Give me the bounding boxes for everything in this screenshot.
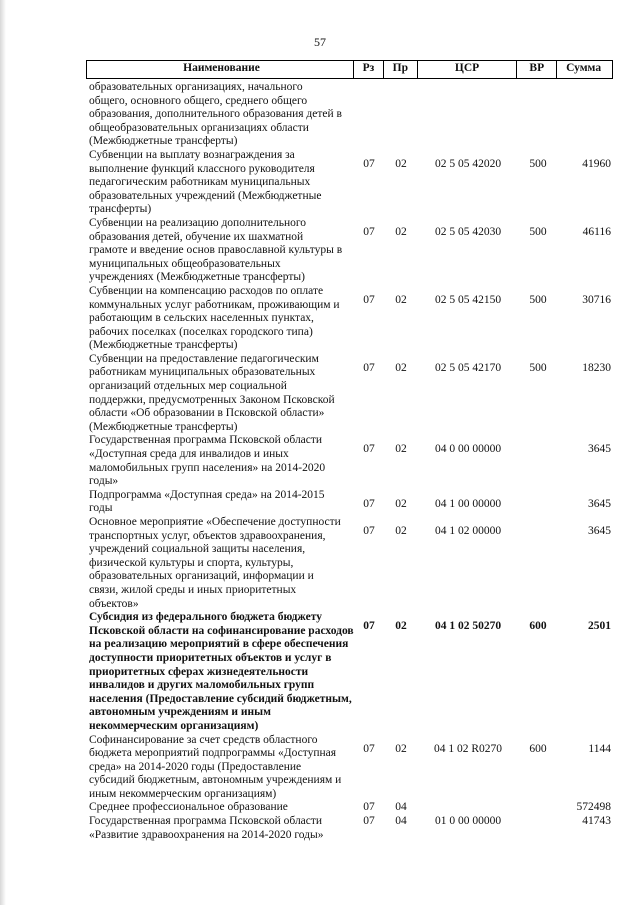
cell-vr: 600 <box>529 620 547 633</box>
cell-pr: 02 <box>395 157 407 170</box>
cell-rz: 07 <box>363 157 375 170</box>
header-sum: Сумма <box>566 62 602 74</box>
cell-sum: 41743 <box>582 815 611 828</box>
cell-vr: 600 <box>529 742 547 755</box>
cell-pr: 02 <box>395 293 407 306</box>
scan-edge-shadow <box>0 0 6 905</box>
cell-name: Субсидия из федерального бюджета бюджету Псковской области на софинансирование расходов на реализацию мероприятий в сфере обеспечения доступности приоритетных объектов и услуг в приоритетных сферах жизнедеятельности инвалидов и других маломобильных групп населения (Предоставление субсидий бюджетным, автономным учреждениям и иным некоммерческим организациям) <box>89 611 354 732</box>
cell-csr <box>418 79 518 149</box>
cell-pr: 04 <box>395 815 407 828</box>
cell-vr <box>518 516 558 611</box>
table-row <box>86 734 613 802</box>
cell-pr: 02 <box>395 225 407 238</box>
header-name: Наименование <box>87 61 354 78</box>
cell-vr <box>518 434 558 488</box>
cell-sum: 30716 <box>582 293 611 306</box>
cell-pr <box>384 79 418 149</box>
table-row <box>86 149 613 217</box>
cell-pr: 02 <box>395 742 407 755</box>
cell-vr <box>518 801 558 815</box>
header-vr: ВР <box>517 61 557 78</box>
table-row <box>86 217 613 285</box>
cell-csr: 04 1 00 00000 <box>434 497 502 510</box>
table-header <box>86 60 613 79</box>
cell-name: Среднее профессиональное образование <box>89 801 288 814</box>
cell-rz: 07 <box>363 815 375 828</box>
table-row <box>86 285 613 353</box>
table-row <box>86 489 613 516</box>
cell-rz: 07 <box>363 742 375 755</box>
cell-csr: 04 0 00 00000 <box>434 443 502 456</box>
cell-rz: 07 <box>363 293 375 306</box>
cell-name: Основное мероприятие «Обеспечение доступности транспортных услуг, объектов здравоохранения, учреждений социальной защиты населения, физической культуры и спорта, культуры, образовательных организаций, информации и связи, жилой среды и иных приоритетных объектов» <box>89 516 341 610</box>
cell-csr: 04 1 02 00000 <box>434 525 502 537</box>
cell-rz: 07 <box>363 361 375 374</box>
cell-rz: 07 <box>363 225 375 238</box>
cell-rz: 07 <box>363 525 375 537</box>
cell-sum: 572498 <box>576 801 611 814</box>
cell-pr: 02 <box>395 443 407 456</box>
cell-sum: 2501 <box>588 620 611 633</box>
cell-name: образовательных организациях, начального общего, основного общего, среднего общего образования, дополнительного образования детей в общеобразовательных организациях области (Межбюджетные трансферты) <box>89 81 342 148</box>
cell-csr: 02 5 05 42170 <box>434 361 502 374</box>
table-row <box>86 801 613 815</box>
table-row <box>86 815 613 842</box>
cell-sum: 3645 <box>588 443 611 456</box>
cell-sum: 1144 <box>588 742 611 755</box>
cell-vr <box>518 489 558 516</box>
cell-name: Государственная программа Псковской области «Развитие здравоохранения на 2014-2020 годы» <box>89 815 324 841</box>
page-number: 57 <box>314 35 326 49</box>
header-csr: ЦСР <box>418 61 518 78</box>
cell-rz: 07 <box>363 801 375 814</box>
cell-pr: 04 <box>395 801 407 814</box>
cell-csr: 02 5 05 42150 <box>434 293 502 306</box>
cell-name: Субвенции на компенсацию расходов по оплате коммунальных услуг работникам, проживающим и работающим в сельских населенных пунктах, рабочих поселках (поселках городского типа) (Межбюджетные трансферты) <box>89 284 340 352</box>
cell-csr: 01 0 00 00000 <box>434 815 502 828</box>
cell-sum: 18230 <box>582 361 611 374</box>
cell-pr: 02 <box>395 525 407 537</box>
cell-vr: 500 <box>529 157 547 170</box>
cell-vr: 500 <box>529 293 547 306</box>
cell-name: Субвенции на выплату вознаграждения за выполнение функций классного руководителя педагогическим работникам муниципальных образовательных учреждений (Межбюджетные трансферты) <box>89 148 322 216</box>
cell-csr <box>418 801 518 815</box>
cell-sum: 3645 <box>588 497 611 510</box>
cell-sum <box>558 79 613 149</box>
table-row <box>86 434 613 488</box>
cell-csr: 02 5 05 42030 <box>434 225 502 238</box>
table-body <box>86 79 613 842</box>
cell-pr: 02 <box>395 361 407 374</box>
budget-table <box>86 60 613 842</box>
cell-name: Подпрограмма «Доступная среда» на 2014-2015 годы <box>89 488 325 515</box>
cell-vr <box>518 79 558 149</box>
cell-sum: 41960 <box>582 157 611 170</box>
cell-name: Субвенции на предоставление педагогическим работникам муниципальных образовательных организаций отдельных мер социальной поддержки, предусмотренных Законом Псковской области «Об образовании в Псковской области» (Межбюджетные трансферты) <box>89 352 335 433</box>
cell-rz: 07 <box>363 443 375 456</box>
cell-csr: 04 1 02 R0270 <box>433 742 503 755</box>
cell-name: Субвенции на реализацию дополнительного образования детей, обучение их шахматной грамоте и введение основ православной культуры в муниципальных общеобразовательных учреждениях (Межбюджетные трансферты) <box>89 216 343 284</box>
cell-vr: 500 <box>529 225 547 238</box>
cell-rz: 07 <box>363 497 375 510</box>
table-row <box>86 353 613 435</box>
cell-rz: 07 <box>363 620 375 633</box>
cell-vr <box>518 815 558 842</box>
table-row <box>86 611 613 733</box>
cell-name: Софинансирование за счет средств областного бюджета мероприятий подпрограммы «Доступная среда» на 2014-2020 годы (Предоставление субсидий бюджетным, автономным учреждениям и иным некоммерческим организациям) <box>89 733 342 800</box>
cell-csr: 02 5 05 42020 <box>434 157 502 170</box>
cell-sum: 46116 <box>582 225 611 238</box>
table-row <box>86 79 613 149</box>
header-rz: Рз <box>354 61 384 78</box>
header-pr: Пр <box>384 61 418 78</box>
cell-csr: 04 1 02 50270 <box>434 620 502 633</box>
cell-pr: 02 <box>395 497 407 510</box>
cell-pr: 02 <box>395 620 407 633</box>
table-row <box>86 516 613 611</box>
cell-rz <box>354 79 384 149</box>
cell-name: Государственная программа Псковской области «Доступная среда для инвалидов и иных маломобильных групп населения» на 2014-2020 годы» <box>89 434 326 488</box>
cell-sum: 3645 <box>588 525 611 537</box>
cell-vr: 500 <box>529 361 547 374</box>
